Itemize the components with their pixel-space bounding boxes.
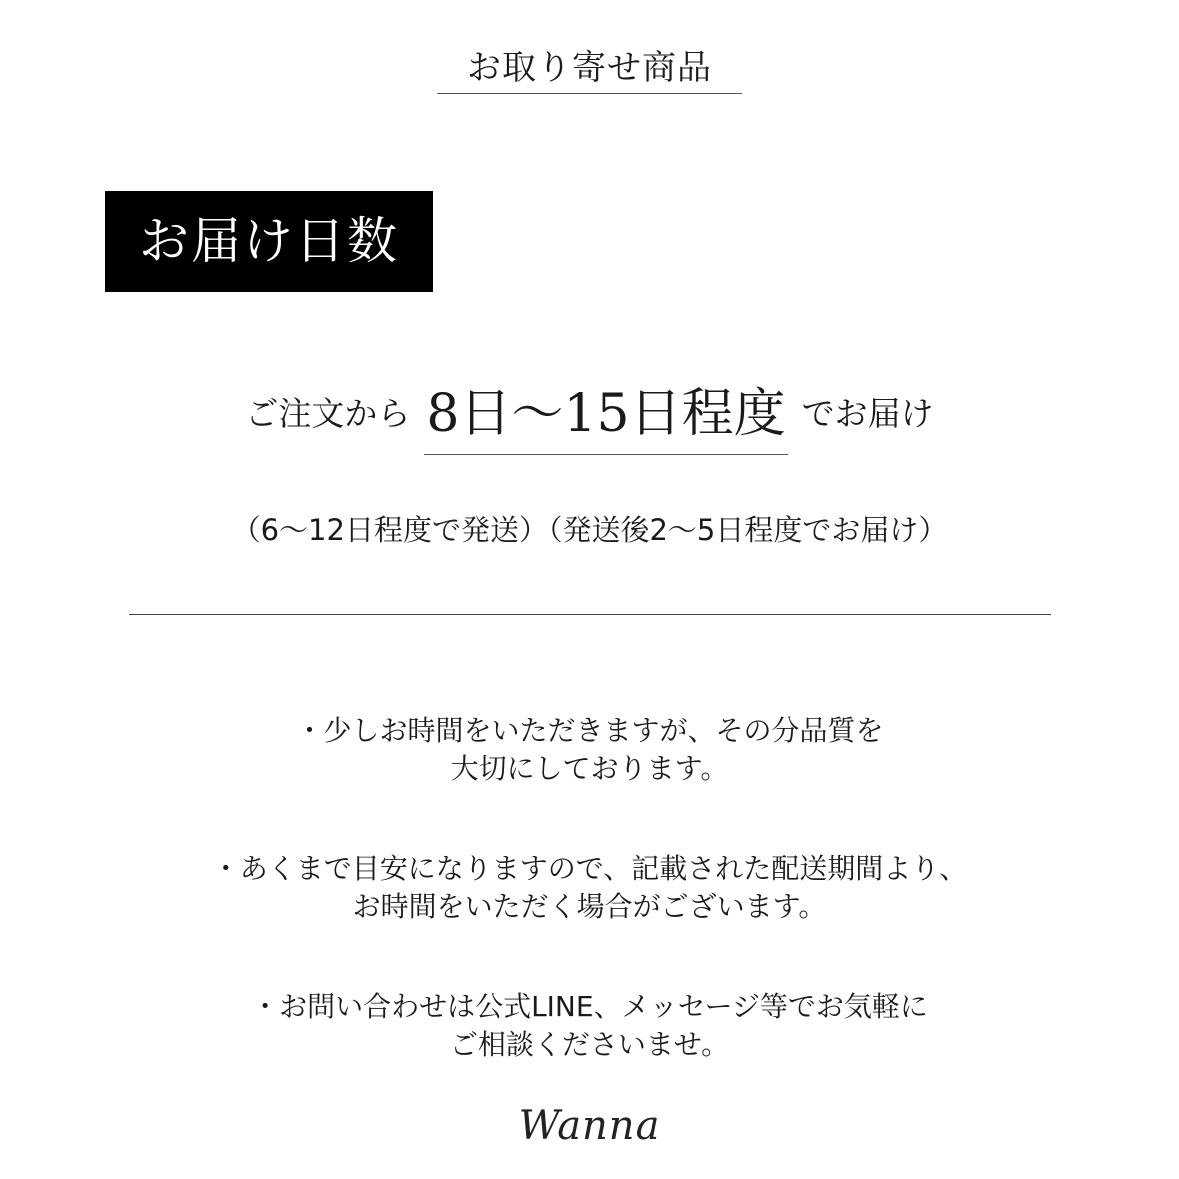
delivery-breakdown-note: （6～12日程度で発送）（発送後2～5日程度でお届け） xyxy=(231,513,948,547)
note-estimate xyxy=(0,850,1179,926)
delivery-suffix: でお届け xyxy=(801,394,934,433)
note-line: ご相談くださいませ。 xyxy=(449,1028,730,1061)
note-quality xyxy=(0,712,1179,788)
header-underline xyxy=(437,93,742,94)
note-line: 大切にしております。 xyxy=(450,752,729,785)
note-line: ・お問い合わせは公式LINE、メッセージ等でお気軽に xyxy=(251,990,928,1023)
delivery-range: 8日～15日程度 xyxy=(424,371,787,455)
header-title: お取り寄せ商品 xyxy=(467,48,712,88)
section-divider xyxy=(129,614,1051,615)
delivery-days-badge: お届け日数 xyxy=(105,191,433,292)
note-line: ・少しお時間をいただきますが、その分品質を xyxy=(295,714,884,747)
brand-logo: Wanna xyxy=(518,1103,661,1149)
note-contact xyxy=(0,988,1179,1064)
note-line: ・あくまで目安になりますので、記載された配送期間より、 xyxy=(211,852,968,885)
note-line: お時間をいただく場合がございます。 xyxy=(352,890,827,923)
delivery-prefix: ご注文から xyxy=(245,394,411,433)
delivery-estimate xyxy=(0,375,1179,455)
